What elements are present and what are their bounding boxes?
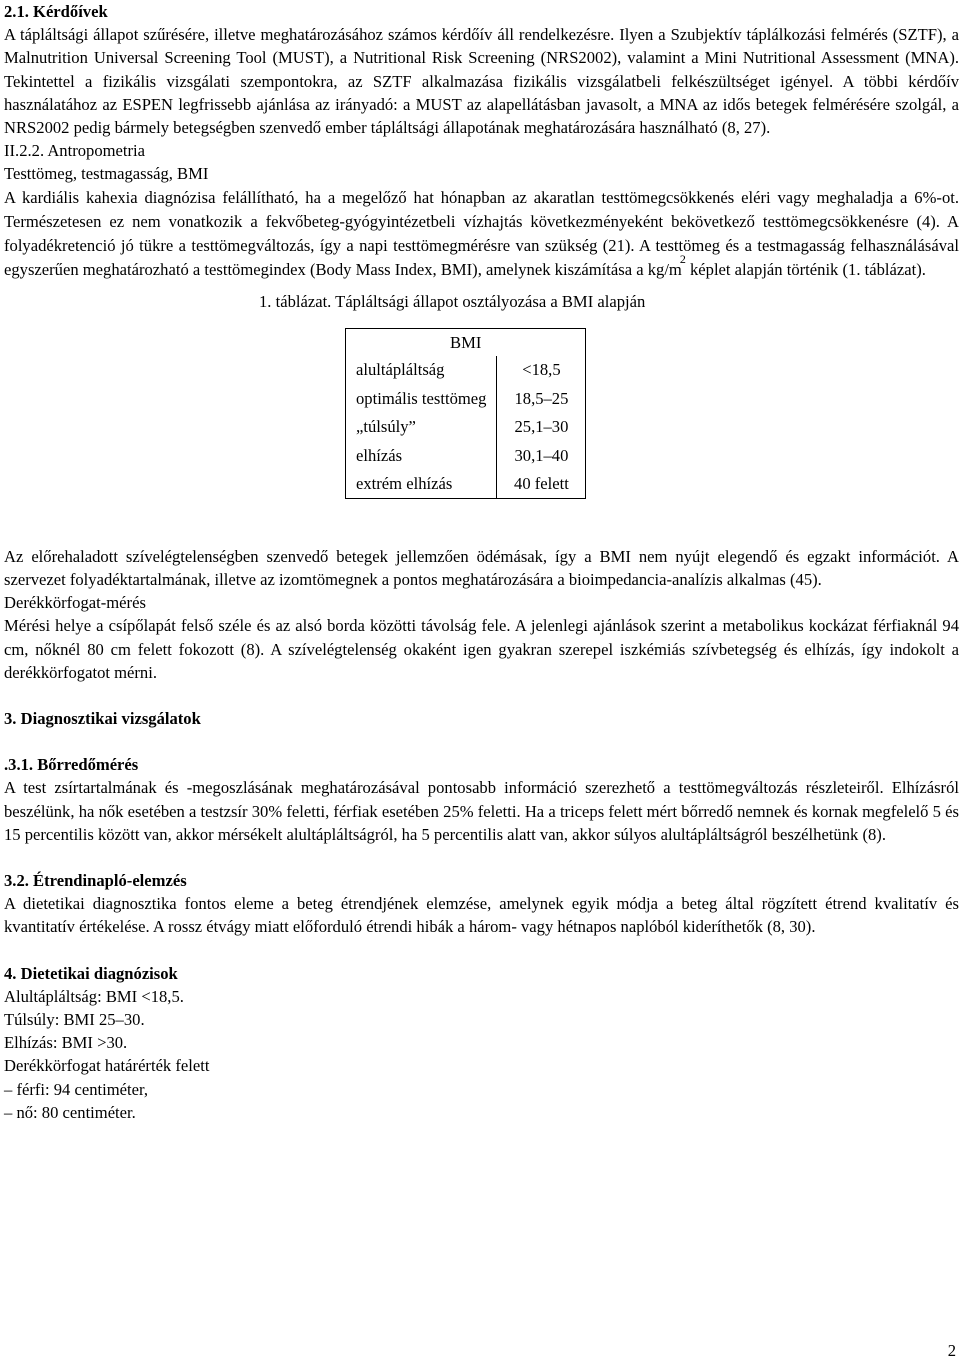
table-header-bmi: BMI xyxy=(450,332,482,352)
diagnosis-line: Elhízás: BMI >30. xyxy=(4,1033,128,1053)
section-4-heading: 4. Dietetikai diagnózisok xyxy=(4,963,178,983)
table-cell-value: 25,1–30 xyxy=(514,417,569,437)
spacer xyxy=(4,730,959,753)
body-text-b: képlet alapján történik (1. táblázat). xyxy=(685,259,926,279)
table-header-row xyxy=(346,328,586,356)
page-number: 2 xyxy=(947,1341,956,1360)
table-row xyxy=(346,384,586,412)
body-text-a: A kardiális kahexia diagnózisa felállítható, ha a megelőző hat hónapban az akaratlan testtömegcsökkenés eléri vagy meghaladja a 6%-ot. Természetesen ez nem vonatkozik a fekvőbeteg-gyógyintézetbeli vízhajtás következményeként bekövetkező testtömegcsökkenésre (4). A folyadékretenció jó tükre a testtömegváltozás, így a napi testtömegmérésre van szükség (21). A testtömeg és a testmagasság felhasználásával egyszerűen meghatározható a testtömegindex (Body Mass Index, BMI), amelynek kiszámítása a kg/m xyxy=(4,187,959,279)
diagnosis-line: Alultápláltság: BMI <18,5. xyxy=(4,986,184,1006)
table-cell-value: 40 felett xyxy=(514,473,569,493)
waist-subheading: Derékkörfogat-mérés xyxy=(4,593,146,613)
diagnosis-line: – férfi: 94 centiméter, xyxy=(4,1079,149,1099)
section-3-2-heading: 3.2. Étrendinapló-elemzés xyxy=(4,871,187,891)
diagnosis-line: – nő: 80 centiméter. xyxy=(4,1102,136,1122)
spacer xyxy=(4,939,959,962)
table-row xyxy=(346,441,586,469)
table-cell-label: alultápláltság xyxy=(346,356,497,384)
after-table-body: Az előrehaladott szívelégtelenségben szenvedő betegek jellemzően ödémásak, így a BMI nem nyújt elegendő és egzakt információt. A szervezet folyadéktartalmának, illetve az izomtömegnek a pontos meghatározására a bioimpedancia-analízis alkalmas (45). xyxy=(4,546,959,589)
table-row xyxy=(346,413,586,441)
spacer xyxy=(4,846,959,869)
section-2-1-body: A tápláltsági állapot szűrésére, illetve meghatározásához számos kérdőív áll rendelkezésre. Ilyen a Szubjektív táplálkozási felmérés (SZTF), a Malnutrition Universal Screening Tool (MUST), a Nutritional Risk Screening (NRS2002), valamint a Mini Nutritional Assessment (MNA). Tekintettel a fizikális vizsgálati szempontokra, az SZTF alkalmazása fizikális vizsgálatbeli felkészültséget igényel. A többi kérdőív használatához az ESPEN legfrissebb ajánlása az irányadó: a MUST az alapellátásban javasolt, a MNA az idős betegek felmérésére szolgál, a NRS2002 pedig bármely betegségben szenvedő ember tápláltsági állapotának meghatározására használható (8, 27). xyxy=(4,25,959,138)
table-cell-value: 18,5–25 xyxy=(514,388,569,408)
document-page xyxy=(4,0,959,1124)
section-2-1-heading: 2.1. Kérdőívek xyxy=(4,2,108,21)
bmi-subheading: Testtömeg, testmagasság, BMI xyxy=(4,164,209,184)
table-row xyxy=(346,356,586,384)
diagnosis-line: Túlsúly: BMI 25–30. xyxy=(4,1010,145,1030)
diagnosis-line: Derékkörfogat határérték felett xyxy=(4,1056,210,1076)
table-cell-label: „túlsúly” xyxy=(346,413,497,441)
section-3-heading: 3. Diagnosztikai vizsgálatok xyxy=(4,709,201,728)
table-cell-value: <18,5 xyxy=(522,360,561,380)
section-2-2-2-heading: II.2.2. Antropometria xyxy=(4,141,146,161)
section-3-1-heading: .3.1. Bőrredőmérés xyxy=(4,755,139,775)
table-cell-label: elhízás xyxy=(346,441,497,469)
table-row xyxy=(346,469,586,498)
section-3-1-body: A test zsírtartalmának és -megoszlásának meghatározásával pontosabb információ szerezhető a testtömegváltozás részleteiről. Elhízásról beszélünk, ha nők esetében a testzsír 30% feletti, férfiak esetében 25% feletti. Ha a triceps felett mért bőrredő nemnek és kornak megfelelő 5 és 15 percentilis között van, akkor mérsékelt alultápláltságról, ha 5 percentilis alatt van, akkor súlyos alultápláltságról beszélhetünk (8). xyxy=(4,778,959,844)
bmi-table xyxy=(345,328,586,499)
superscript-two: 2 xyxy=(679,251,686,266)
table-cell-label: extrém elhízás xyxy=(346,469,497,498)
section-3-2-body: A dietetikai diagnosztika fontos eleme a beteg étrendjének elemzése, amelynek egyik módja a beteg által rögzített étrend kvalitatív és kvantitatív értékelése. A rossz étvágy miatt előforduló étrendi hibák a három- vagy hétnapos naplóból kideríthetők (8, 30). xyxy=(4,894,959,937)
spacer xyxy=(4,499,959,545)
waist-body: Mérési helye a csípőlapát felső széle és az alsó borda közötti távolság fele. A jelenlegi ajánlások szerint a metabolikus kockázat férfiaknál 94 cm, nőknél 80 cm felett fokozott (8). A szívelégtelenség okaként igen gyakran szerepel iszkémiás szívbetegség és elhízás, így indokolt a derékkörfogatot mérni. xyxy=(4,616,959,682)
table-cell-label: optimális testtömeg xyxy=(346,384,497,412)
table-cell-value: 30,1–40 xyxy=(514,445,569,465)
table-caption: 1. táblázat. Tápláltsági állapot osztályozása a BMI alapján xyxy=(259,291,646,311)
spacer xyxy=(4,684,959,707)
section-2-2-2-body xyxy=(4,186,959,282)
